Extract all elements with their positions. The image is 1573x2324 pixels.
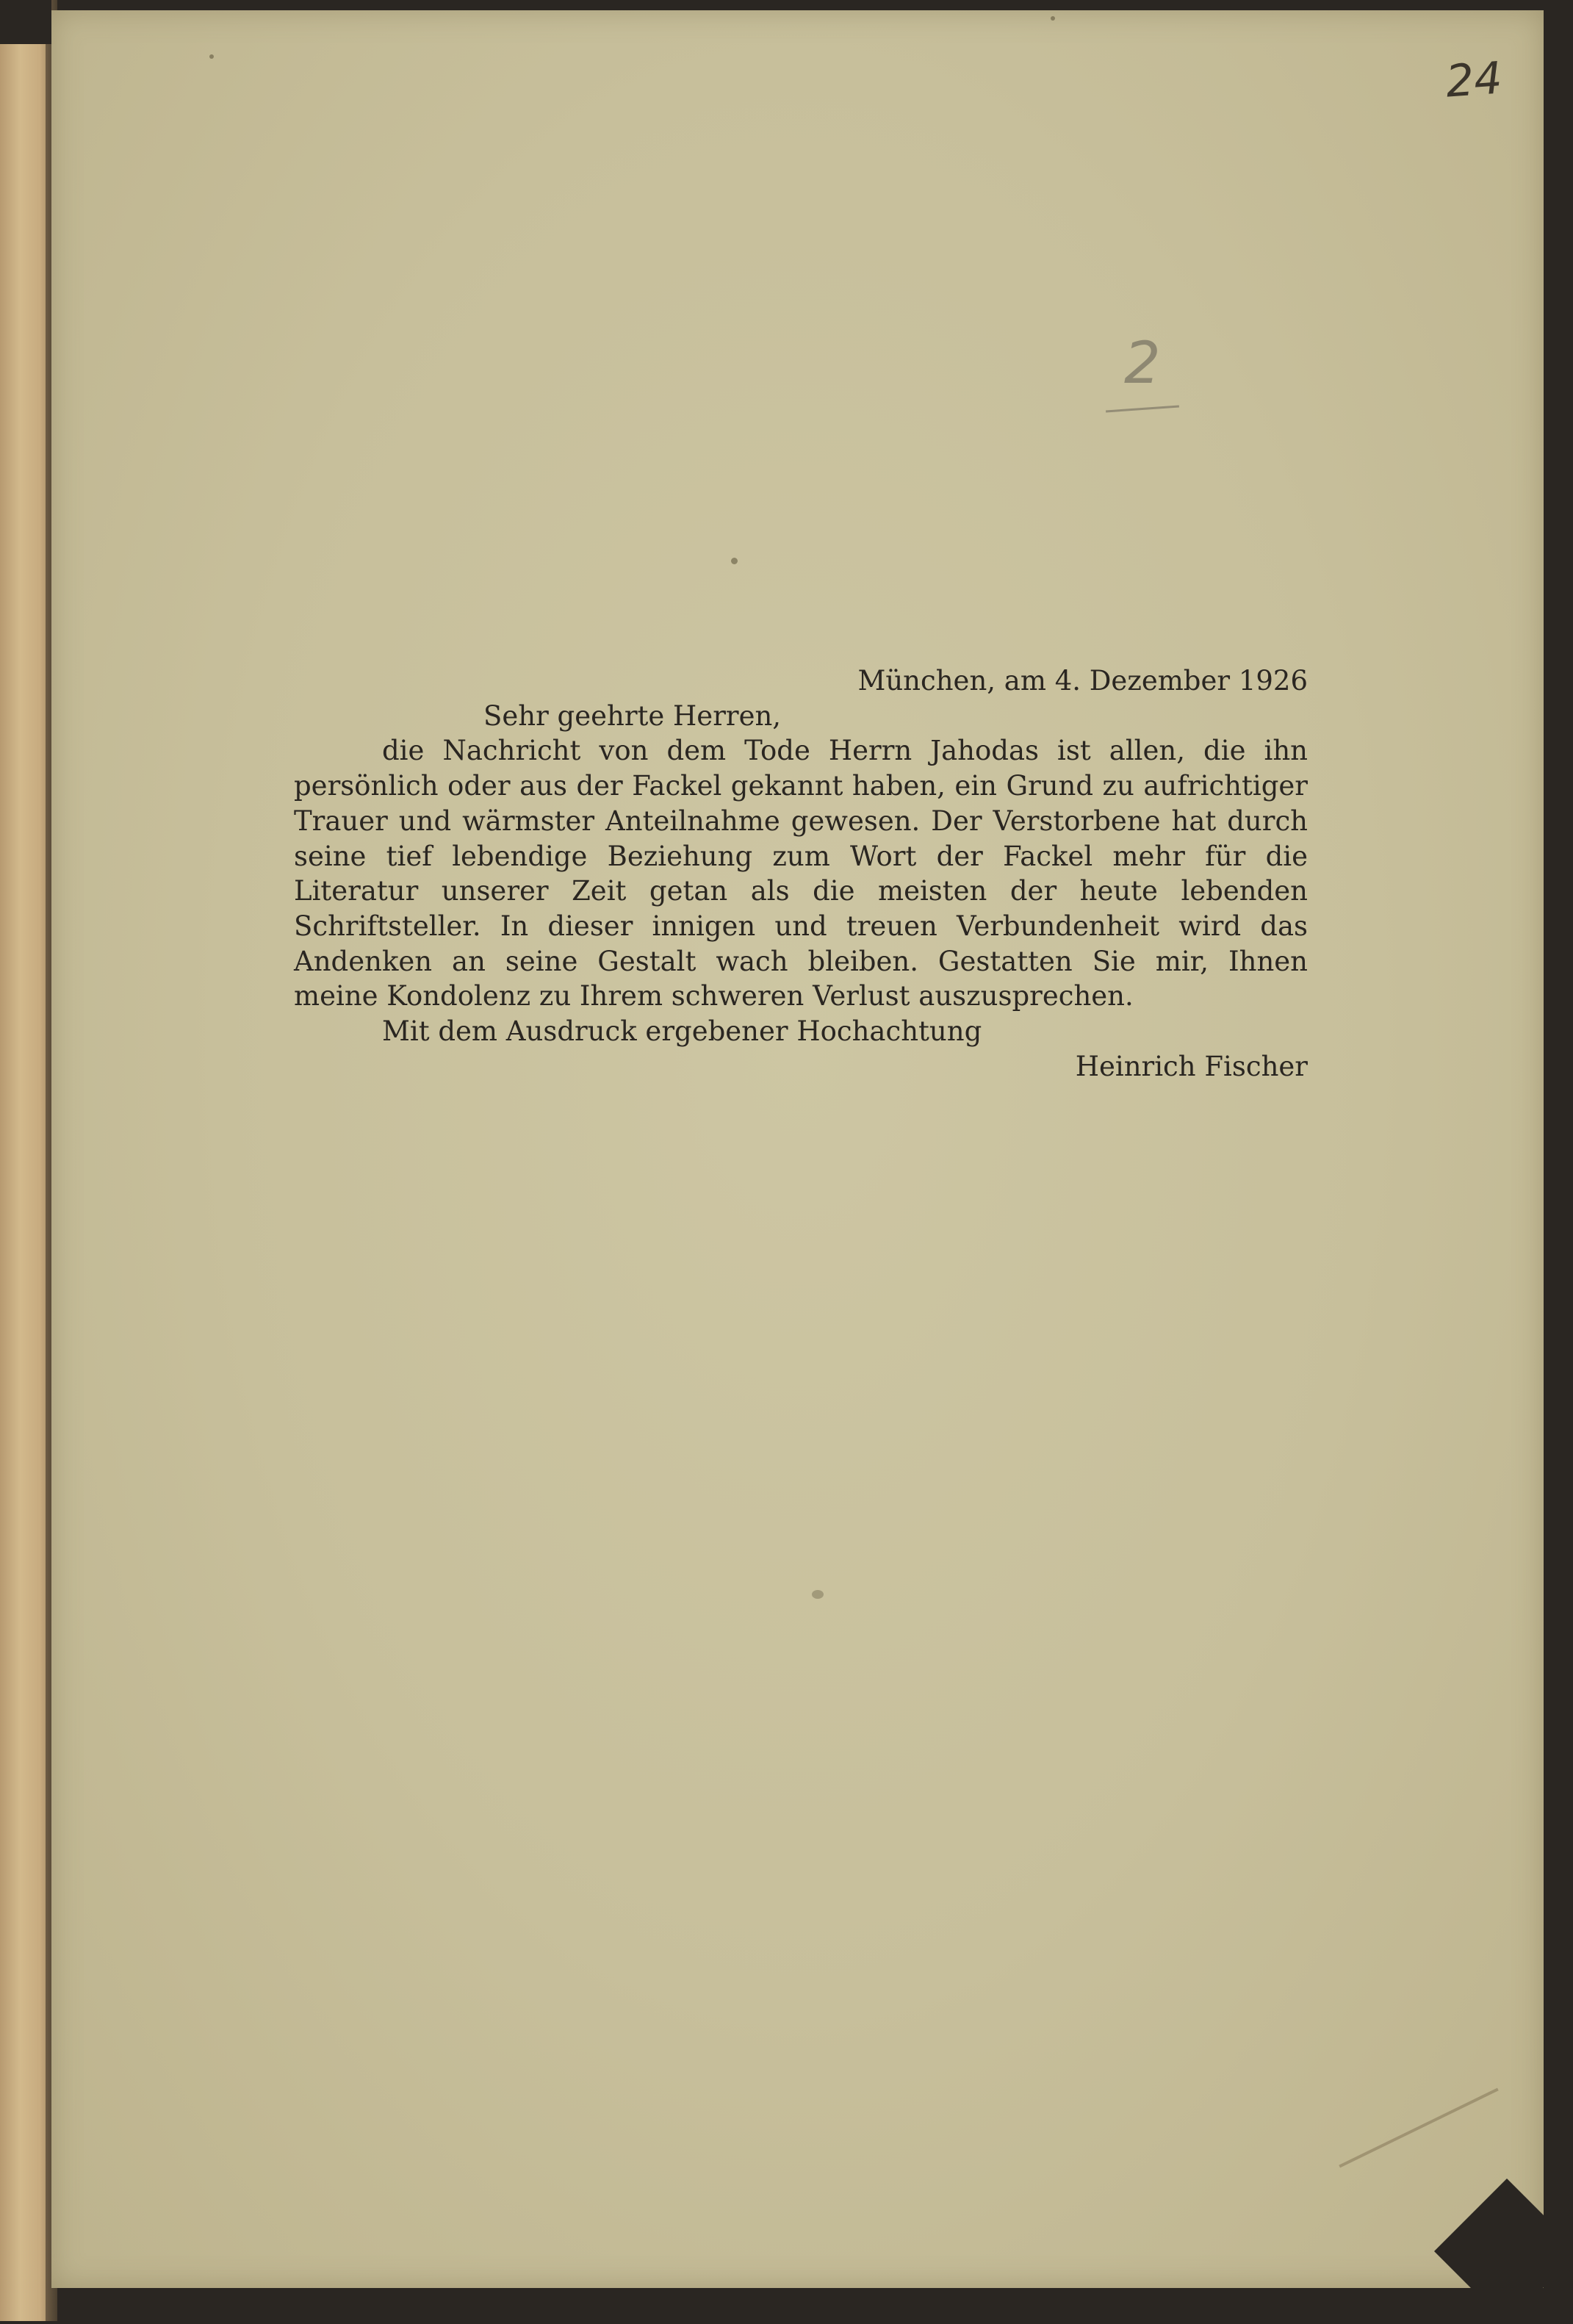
pencil-mark: 2: [1124, 331, 1161, 397]
torn-corner: [1434, 2179, 1573, 2324]
binding-top-dark: [0, 0, 51, 44]
folio-number: 24: [1444, 52, 1504, 108]
closing: Mit dem Ausdruck ergebener Hochachtung: [382, 1015, 982, 1048]
body-line: meine Kondolenz zu Ihrem schweren Verlust auszusprechen.: [294, 980, 1134, 1012]
paper-stain: [812, 1590, 824, 1599]
body-line: Literatur unserer Zeit getan als die meisten der heute lebenden: [294, 875, 1308, 907]
body-line: die Nachricht von dem Tode Herrn Jahodas ist allen, die ihn: [382, 735, 1308, 767]
body-line: Andenken an seine Gestalt wach bleiben. Gestatten Sie mir, Ihnen: [294, 945, 1308, 977]
paper-stain: [209, 54, 214, 59]
body-line: Trauer und wärmster Anteilnahme gewesen. Der Verstorbene hat durch: [294, 805, 1308, 837]
body-line: persönlich oder aus der Fackel gekannt haben, ein Grund zu aufrichtiger: [294, 770, 1308, 802]
paper-stain: [1051, 16, 1055, 21]
body-line: Schriftsteller. In dieser innigen und treuen Verbundenheit wird das: [294, 910, 1308, 942]
paper-fold-line: [1339, 2088, 1498, 2168]
place-date: München, am 4. Dezember 1926: [857, 665, 1308, 697]
letter-page: [51, 10, 1544, 2288]
paper-stain: [731, 558, 738, 564]
body-line: seine tief lebendige Beziehung zum Wort der Fackel mehr für die: [294, 840, 1308, 872]
salutation: Sehr geehrte Herren,: [483, 699, 782, 732]
signature: Heinrich Fischer: [1075, 1050, 1308, 1082]
letter-text: [294, 663, 1308, 1084]
